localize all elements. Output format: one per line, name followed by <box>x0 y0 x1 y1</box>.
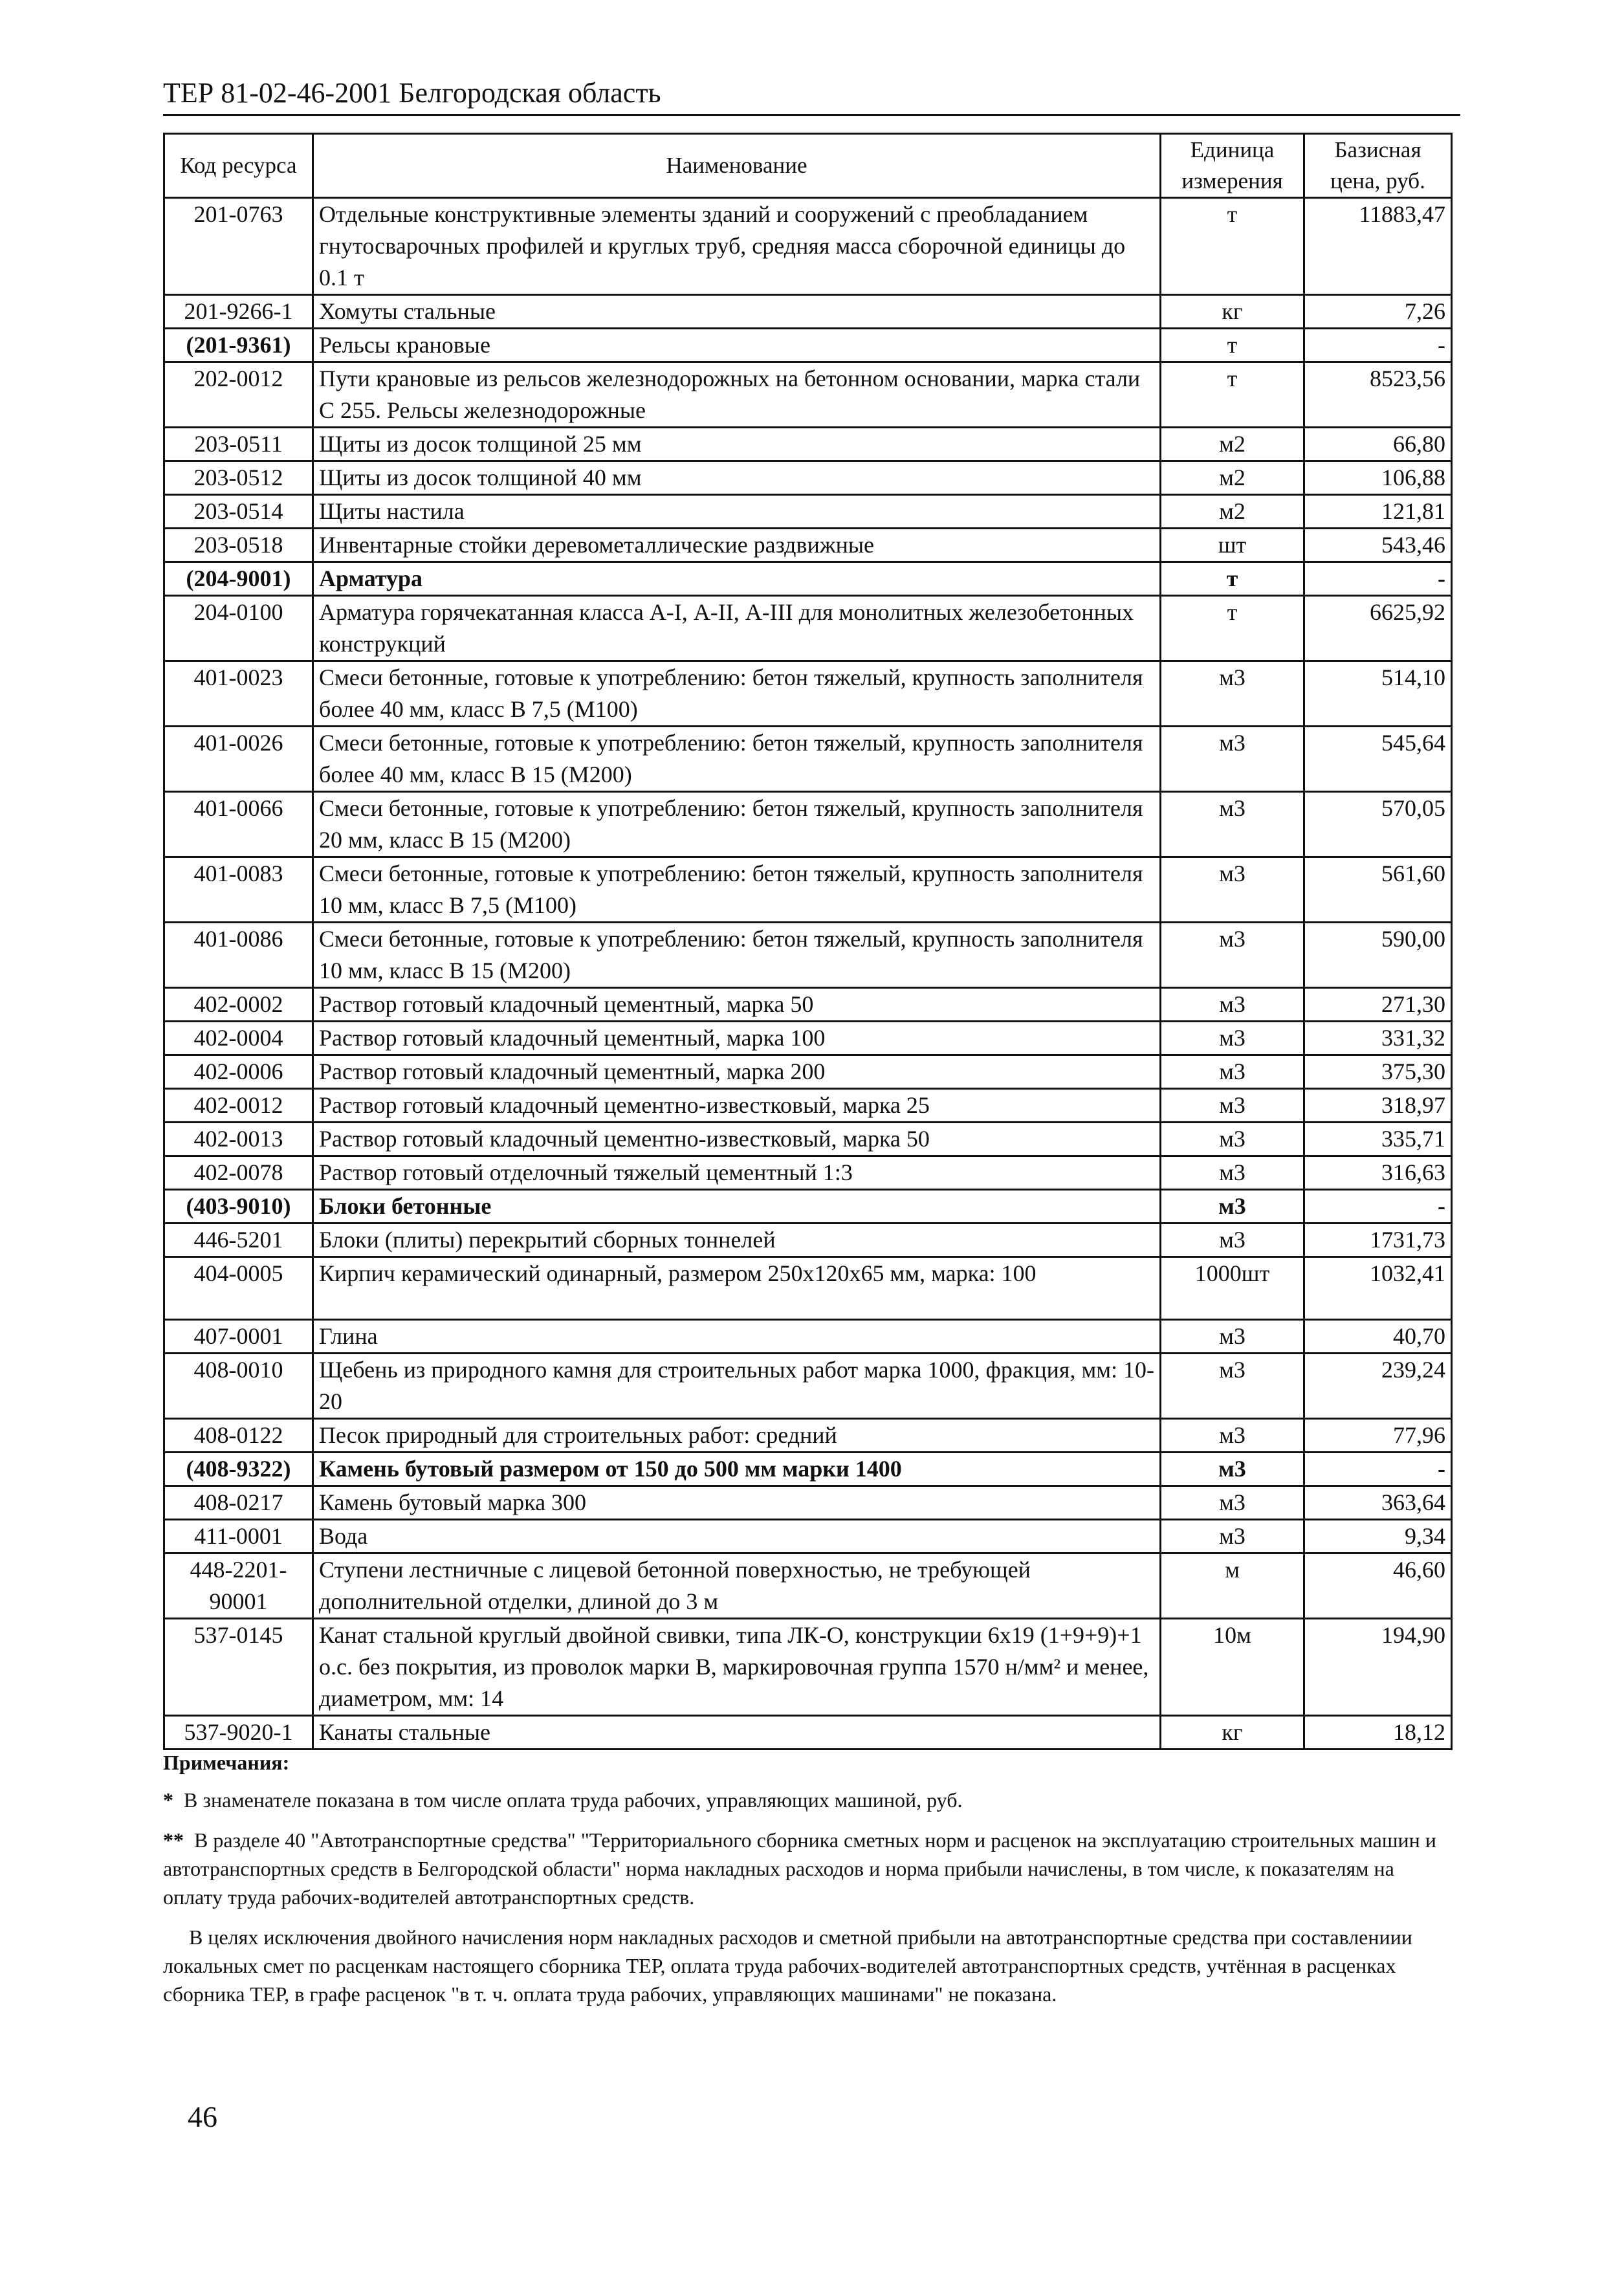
cell-code: 402-0006 <box>164 1055 313 1089</box>
cell-name: Раствор готовый кладочный цементный, марка 200 <box>313 1055 1161 1089</box>
cell-unit: м3 <box>1161 1089 1304 1123</box>
cell-code: 401-0023 <box>164 661 313 727</box>
cell-price: 514,10 <box>1304 661 1452 727</box>
cell-price: 570,05 <box>1304 792 1452 857</box>
cell-code: 402-0013 <box>164 1123 313 1156</box>
cell-name: Раствор готовый кладочный цементно-известковый, марка 50 <box>313 1123 1161 1156</box>
cell-name: Блоки (плиты) перекрытий сборных тоннелей <box>313 1223 1161 1257</box>
cell-unit: м3 <box>1161 1486 1304 1520</box>
cell-name: Щиты настила <box>313 495 1161 529</box>
cell-unit: м3 <box>1161 1419 1304 1453</box>
table-row <box>164 329 1452 362</box>
cell-name: Раствор готовый кладочный цементный, марка 50 <box>313 988 1161 1022</box>
cell-unit: м2 <box>1161 428 1304 461</box>
cell-name: Камень бутовый марка 300 <box>313 1486 1161 1520</box>
cell-price: 9,34 <box>1304 1520 1452 1553</box>
cell-name: Арматура горячекатанная класса А-I, А-II, А-III для монолитных железобетонных конструкций <box>313 596 1161 661</box>
note-2 <box>163 1826 1451 1911</box>
table-body <box>164 198 1452 1750</box>
cell-name: Смеси бетонные, готовые к употреблению: бетон тяжелый, крупность заполнителя более 40 мм, класс В 15 (М200) <box>313 727 1161 792</box>
cell-name: Смеси бетонные, готовые к употреблению: бетон тяжелый, крупность заполнителя 20 мм, класс В 15 (М200) <box>313 792 1161 857</box>
table-row <box>164 1320 1452 1354</box>
cell-unit: м3 <box>1161 1156 1304 1190</box>
cell-unit: м3 <box>1161 988 1304 1022</box>
cell-unit: м3 <box>1161 1022 1304 1055</box>
cell-unit: м3 <box>1161 1453 1304 1486</box>
table-row <box>164 1553 1452 1619</box>
cell-unit: м3 <box>1161 1055 1304 1089</box>
table-row <box>164 1123 1452 1156</box>
cell-code: 204-0100 <box>164 596 313 661</box>
cell-price: 121,81 <box>1304 495 1452 529</box>
table-row <box>164 792 1452 857</box>
cell-name: Щебень из природного камня для строительных работ марка 1000, фракция, мм: 10-20 <box>313 1354 1161 1419</box>
cell-unit: кг <box>1161 1716 1304 1750</box>
note-2-mark: ** <box>163 1828 184 1852</box>
note-1-text: В знаменателе показана в том числе оплата труда рабочих, управляющих машиной, руб. <box>184 1788 963 1812</box>
cell-unit: м3 <box>1161 1223 1304 1257</box>
cell-price: 335,71 <box>1304 1123 1452 1156</box>
cell-code: 537-9020-1 <box>164 1716 313 1750</box>
table-row <box>164 1223 1452 1257</box>
table-row <box>164 1619 1452 1716</box>
column-header-price: Базисная цена, руб. <box>1304 134 1452 198</box>
table-row <box>164 1716 1452 1750</box>
table-row <box>164 1453 1452 1486</box>
cell-name: Щиты из досок толщиной 25 мм <box>313 428 1161 461</box>
cell-price: 8523,56 <box>1304 362 1452 428</box>
cell-price: 7,26 <box>1304 295 1452 329</box>
table-row <box>164 1022 1452 1055</box>
cell-price: 77,96 <box>1304 1419 1452 1453</box>
table-header-row <box>164 134 1452 198</box>
cell-unit: м3 <box>1161 1123 1304 1156</box>
cell-price: 239,24 <box>1304 1354 1452 1419</box>
table-row <box>164 1190 1452 1223</box>
table-row <box>164 1055 1452 1089</box>
cell-unit: т <box>1161 562 1304 596</box>
cell-unit: шт <box>1161 529 1304 562</box>
cell-price: 106,88 <box>1304 461 1452 495</box>
cell-name: Арматура <box>313 562 1161 596</box>
cell-unit: м2 <box>1161 461 1304 495</box>
table-row <box>164 988 1452 1022</box>
cell-price: 1032,41 <box>1304 1257 1452 1320</box>
table-row <box>164 198 1452 295</box>
cell-price: 11883,47 <box>1304 198 1452 295</box>
table-row <box>164 727 1452 792</box>
cell-code: (408-9322) <box>164 1453 313 1486</box>
table-row <box>164 857 1452 923</box>
cell-code: 411-0001 <box>164 1520 313 1553</box>
cell-name: Раствор готовый кладочный цементно-известковый, марка 25 <box>313 1089 1161 1123</box>
cell-price: 194,90 <box>1304 1619 1452 1716</box>
cell-code: 402-0078 <box>164 1156 313 1190</box>
table-row <box>164 661 1452 727</box>
cell-unit: м3 <box>1161 1190 1304 1223</box>
notes-title: Примечания: <box>163 1751 290 1774</box>
cell-price: - <box>1304 562 1452 596</box>
cell-unit: м3 <box>1161 1520 1304 1553</box>
cell-unit: м3 <box>1161 792 1304 857</box>
notes-section <box>163 1748 1451 2020</box>
cell-code: 408-0217 <box>164 1486 313 1520</box>
cell-name: Хомуты стальные <box>313 295 1161 329</box>
table-row <box>164 1486 1452 1520</box>
cell-price: 331,32 <box>1304 1022 1452 1055</box>
cell-code: 402-0012 <box>164 1089 313 1123</box>
cell-price: 1731,73 <box>1304 1223 1452 1257</box>
note-1 <box>163 1786 1451 1814</box>
table-row <box>164 495 1452 529</box>
cell-code: 201-0763 <box>164 198 313 295</box>
cell-name: Кирпич керамический одинарный, размером 250х120х65 мм, марка: 100 <box>313 1257 1161 1320</box>
column-header-code: Код ресурса <box>164 134 313 198</box>
cell-code: 408-0010 <box>164 1354 313 1419</box>
cell-price: - <box>1304 329 1452 362</box>
cell-code: (403-9010) <box>164 1190 313 1223</box>
cell-name: Раствор готовый отделочный тяжелый цементный 1:3 <box>313 1156 1161 1190</box>
cell-price: - <box>1304 1453 1452 1486</box>
cell-code: 203-0518 <box>164 529 313 562</box>
cell-code: 408-0122 <box>164 1419 313 1453</box>
cell-code: (204-9001) <box>164 562 313 596</box>
cell-name: Глина <box>313 1320 1161 1354</box>
note-2-text: В разделе 40 "Автотранспортные средства" "Территориального сборника сметных норм и расценок на эксплуатацию строительных машин и автотранспортных средств в Белгородской области" норма накладных расходов и норма прибыли начислены, в том числе, к показателям на оплату труда рабочих-водителей автотранспортных средств. <box>163 1828 1436 1909</box>
cell-unit: кг <box>1161 295 1304 329</box>
cell-code: 537-0145 <box>164 1619 313 1716</box>
cell-unit: м3 <box>1161 857 1304 923</box>
cell-code: 202-0012 <box>164 362 313 428</box>
cell-price: 318,97 <box>1304 1089 1452 1123</box>
cell-code: 402-0002 <box>164 988 313 1022</box>
table-row <box>164 1089 1452 1123</box>
cell-name: Камень бутовый размером от 150 до 500 мм марки 1400 <box>313 1453 1161 1486</box>
cell-name: Рельсы крановые <box>313 329 1161 362</box>
cell-code: 401-0026 <box>164 727 313 792</box>
cell-price: 363,64 <box>1304 1486 1452 1520</box>
cell-name: Смеси бетонные, готовые к употреблению: бетон тяжелый, крупность заполнителя 10 мм, класс В 7,5 (М100) <box>313 857 1161 923</box>
cell-name: Раствор готовый кладочный цементный, марка 100 <box>313 1022 1161 1055</box>
cell-code: 203-0512 <box>164 461 313 495</box>
column-header-name: Наименование <box>313 134 1161 198</box>
cell-unit: м3 <box>1161 727 1304 792</box>
cell-price: 316,63 <box>1304 1156 1452 1190</box>
cell-name: Вода <box>313 1520 1161 1553</box>
cell-name: Инвентарные стойки деревометаллические раздвижные <box>313 529 1161 562</box>
cell-price: 18,12 <box>1304 1716 1452 1750</box>
table-row <box>164 923 1452 988</box>
cell-code: 446-5201 <box>164 1223 313 1257</box>
cell-price: 561,60 <box>1304 857 1452 923</box>
cell-code: 203-0514 <box>164 495 313 529</box>
column-header-unit: Единица измерения <box>1161 134 1304 198</box>
cell-unit: 10м <box>1161 1619 1304 1716</box>
cell-price: 6625,92 <box>1304 596 1452 661</box>
table-row <box>164 529 1452 562</box>
cell-price: 590,00 <box>1304 923 1452 988</box>
cell-price: - <box>1304 1190 1452 1223</box>
table-row <box>164 295 1452 329</box>
cell-code: 407-0001 <box>164 1320 313 1354</box>
cell-unit: 1000шт <box>1161 1257 1304 1320</box>
cell-unit: т <box>1161 329 1304 362</box>
cell-code: 404-0005 <box>164 1257 313 1320</box>
page-number: 46 <box>188 2100 217 2133</box>
cell-code: 448-2201-90001 <box>164 1553 313 1619</box>
table-row <box>164 362 1452 428</box>
cell-price: 40,70 <box>1304 1320 1452 1354</box>
cell-code: 401-0086 <box>164 923 313 988</box>
note-3: В целях исключения двойного начисления норм накладных расходов и сметной прибыли на автотранспортные средства при составлениии локальных смет по расценкам настоящего сборника ТЕР, оплата труда рабочих-водителей автотранспортных средств, учтённая в расценках сборника ТЕР, в графе расценок "в т. ч. оплата труда рабочих, управляющих машинами" не показана. <box>163 1925 1412 2006</box>
table-row <box>164 1257 1452 1320</box>
cell-price: 375,30 <box>1304 1055 1452 1089</box>
cell-code: 402-0004 <box>164 1022 313 1055</box>
note-1-mark: * <box>163 1788 173 1812</box>
cell-code: (201-9361) <box>164 329 313 362</box>
cell-unit: м3 <box>1161 1320 1304 1354</box>
cell-price: 545,64 <box>1304 727 1452 792</box>
page-header: ТЕР 81-02-46-2001 Белгородская область <box>163 76 1460 116</box>
cell-name: Отдельные конструктивные элементы зданий и сооружений с преобладанием гнутосварочных профилей и круглых труб, средняя масса сборочной единицы до 0.1 т <box>313 198 1161 295</box>
cell-unit: т <box>1161 198 1304 295</box>
cell-unit: м3 <box>1161 1354 1304 1419</box>
cell-code: 203-0511 <box>164 428 313 461</box>
cell-name: Песок природный для строительных работ: средний <box>313 1419 1161 1453</box>
cell-price: 66,80 <box>1304 428 1452 461</box>
table-row <box>164 562 1452 596</box>
table-row <box>164 1354 1452 1419</box>
table-row <box>164 1520 1452 1553</box>
cell-price: 46,60 <box>1304 1553 1452 1619</box>
table-row <box>164 461 1452 495</box>
table-row <box>164 1419 1452 1453</box>
cell-name: Пути крановые из рельсов железнодорожных на бетонном основании, марка стали С 255. Рельсы железнодорожные <box>313 362 1161 428</box>
cell-code: 401-0083 <box>164 857 313 923</box>
cell-unit: м3 <box>1161 661 1304 727</box>
cell-unit: т <box>1161 362 1304 428</box>
cell-name: Канаты стальные <box>313 1716 1161 1750</box>
cell-unit: м2 <box>1161 495 1304 529</box>
cell-code: 401-0066 <box>164 792 313 857</box>
cell-name: Канат стальной круглый двойной свивки, типа ЛК-О, конструкции 6х19 (1+9+9)+1 о.с. без покрытия, из проволок марки В, маркировочная группа 1570 н/мм² и менее, диаметром, мм: 14 <box>313 1619 1161 1716</box>
cell-name: Блоки бетонные <box>313 1190 1161 1223</box>
table-row <box>164 1156 1452 1190</box>
cell-price: 271,30 <box>1304 988 1452 1022</box>
cell-name: Щиты из досок толщиной 40 мм <box>313 461 1161 495</box>
cell-unit: м <box>1161 1553 1304 1619</box>
cell-name: Ступени лестничные с лицевой бетонной поверхностью, не требующей дополнительной отделки, длиной до 3 м <box>313 1553 1161 1619</box>
cell-name: Смеси бетонные, готовые к употреблению: бетон тяжелый, крупность заполнителя более 40 мм, класс В 7,5 (М100) <box>313 661 1161 727</box>
table-row <box>164 596 1452 661</box>
table-row <box>164 428 1452 461</box>
cell-price: 543,46 <box>1304 529 1452 562</box>
cell-name: Смеси бетонные, готовые к употреблению: бетон тяжелый, крупность заполнителя 10 мм, класс В 15 (М200) <box>313 923 1161 988</box>
resource-table <box>163 133 1453 1750</box>
cell-unit: м3 <box>1161 923 1304 988</box>
cell-unit: т <box>1161 596 1304 661</box>
cell-code: 201-9266-1 <box>164 295 313 329</box>
